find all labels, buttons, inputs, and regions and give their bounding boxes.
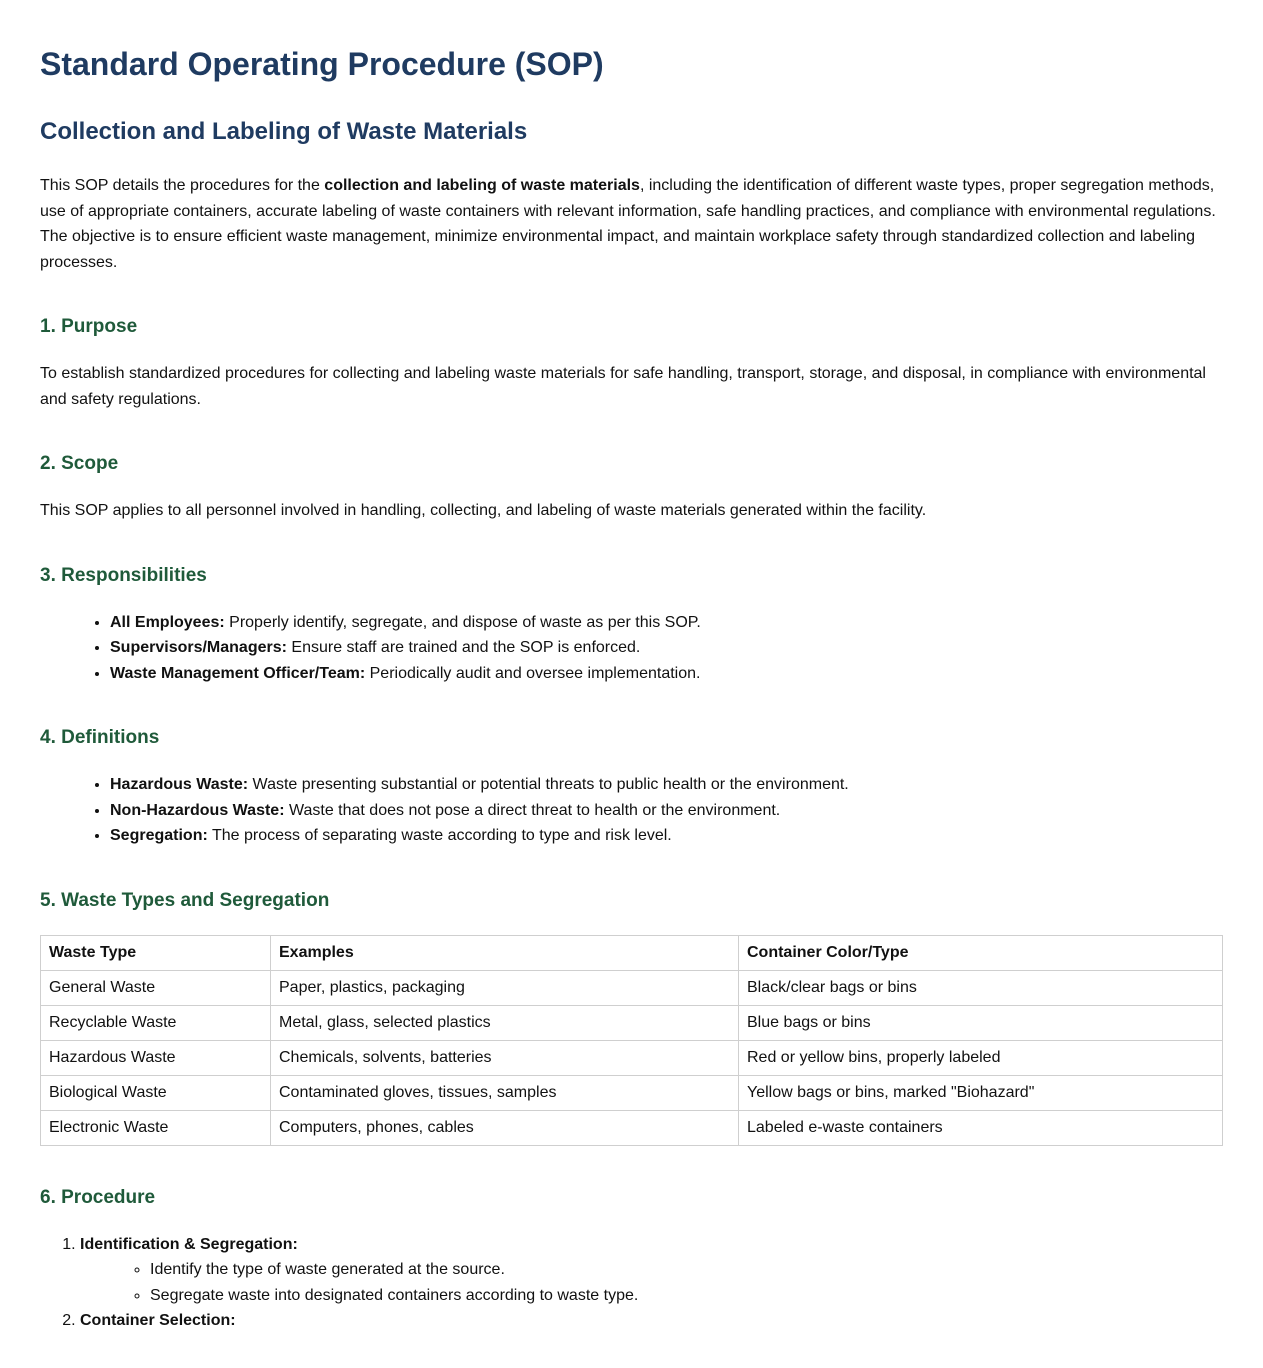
list-item (110, 661, 1223, 687)
table-cell: Red or yellow bins, properly labeled (739, 1040, 1223, 1075)
list-item (110, 823, 1223, 849)
table-row (41, 1005, 1223, 1040)
document-subtitle: Collection and Labeling of Waste Materials (40, 118, 528, 145)
table-cell: General Waste (41, 970, 271, 1005)
list-item-desc: Waste presenting substantial or potential threats to public health or the environment. (248, 776, 849, 793)
list-item (110, 772, 1223, 798)
procedure-step-title: Identification & Segregation: (80, 1235, 298, 1253)
procedure-step (80, 1308, 1223, 1334)
table-cell: Blue bags or bins (739, 1005, 1223, 1040)
procedure-list (40, 1232, 1223, 1334)
list-item-term: All Employees: (110, 613, 225, 631)
procedure-step-title: Container Selection: (80, 1312, 236, 1329)
intro-text-end: , including the identification of different waste types, proper segregation methods, use of appropriate containers, accurate labeling of waste containers with relevant information, safe handling practices, and compliance with environmental regulations. The objective is to ensure efficient waste management, minimize environmental impact, and maintain workplace safety through standardized collection and labeling processes. (40, 177, 1216, 271)
column-header-examples: Examples (271, 935, 739, 970)
procedure-step (80, 1232, 1223, 1309)
section-heading-purpose: 1. Purpose (40, 316, 138, 337)
list-item-desc: Periodically audit and oversee implementation. (365, 664, 701, 682)
responsibilities-list (40, 610, 1223, 687)
document-title: Standard Operating Procedure (SOP) (40, 46, 604, 82)
list-item-term: Supervisors/Managers: (110, 639, 287, 656)
list-item-term: Hazardous Waste: (110, 776, 249, 793)
section-heading-waste-types: 5. Waste Types and Segregation (40, 889, 330, 911)
table-cell: Metal, glass, selected plastics (271, 1005, 739, 1040)
waste-types-table (40, 935, 1223, 1146)
list-item-term: Segregation: (110, 827, 208, 844)
table-cell: Contaminated gloves, tissues, samples (271, 1075, 739, 1110)
purpose-text: To establish standardized procedures for collecting and labeling waste materials for safe handling, transport, storage, and disposal, in compliance with environmental and safety regulations. (40, 365, 1206, 408)
section-heading-scope: 2. Scope (40, 453, 119, 474)
table-cell: Hazardous Waste (41, 1040, 271, 1075)
list-item (110, 610, 1223, 636)
list-item-term: Waste Management Officer/Team: (110, 664, 366, 682)
scope-text: This SOP applies to all personnel involved in handling, collecting, and labeling of waste materials generated within the facility. (40, 502, 927, 519)
table-cell: Yellow bags or bins, marked "Biohazard" (739, 1075, 1223, 1110)
table-cell: Computers, phones, cables (271, 1110, 739, 1145)
section-heading-procedure: 6. Procedure (40, 1186, 156, 1208)
list-item-desc: The process of separating waste according to type and risk level. (207, 827, 672, 844)
column-header-waste-type: Waste Type (41, 935, 271, 970)
column-header-container: Container Color/Type (739, 935, 1223, 970)
procedure-substeps (80, 1257, 1223, 1308)
table-header-row (41, 935, 1223, 970)
list-item-desc: Waste that does not pose a direct threat to health or the environment. (284, 801, 781, 819)
intro-text-start: This SOP details the procedures for the (40, 177, 325, 194)
list-item-desc: Ensure staff are trained and the SOP is enforced. (286, 639, 641, 656)
table-cell: Chemicals, solvents, batteries (271, 1040, 739, 1075)
list-item (110, 798, 1223, 824)
intro-text-bold: collection and labeling of waste materials (324, 177, 640, 194)
list-item (110, 635, 1223, 661)
table-row (41, 1110, 1223, 1145)
table-cell: Black/clear bags or bins (739, 970, 1223, 1005)
table-cell: Recyclable Waste (41, 1005, 271, 1040)
list-item: ◦ Identify the type of waste generated at the source. (150, 1257, 1223, 1283)
section-heading-definitions: 4. Definitions (40, 727, 160, 748)
table-row (41, 1040, 1223, 1075)
list-item-term: Non-Hazardous Waste: (110, 801, 285, 819)
table-cell: Biological Waste (41, 1075, 271, 1110)
section-heading-responsibilities: 3. Responsibilities (40, 564, 207, 586)
list-item: ◦ Segregate waste into designated containers according to waste type. (150, 1283, 1223, 1309)
table-row (41, 970, 1223, 1005)
definitions-list (40, 772, 1223, 849)
table-cell: Labeled e-waste containers (739, 1110, 1223, 1145)
table-cell: Paper, plastics, packaging (271, 970, 739, 1005)
document-content (40, 0, 1223, 1329)
table-row (41, 1075, 1223, 1110)
intro-paragraph (40, 173, 1223, 275)
table-cell: Electronic Waste (41, 1110, 271, 1145)
list-item-desc: Properly identify, segregate, and dispose of waste as per this SOP. (224, 613, 701, 631)
